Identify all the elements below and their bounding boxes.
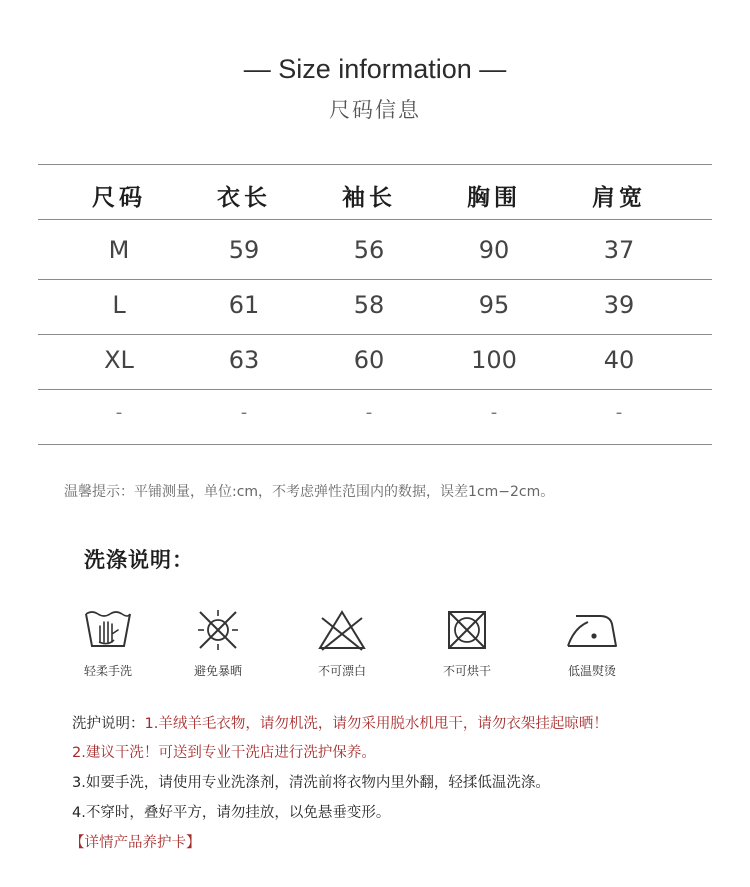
low-iron-icon xyxy=(552,608,632,679)
table-cell: 59 xyxy=(228,236,260,264)
table-cell: 90 xyxy=(478,236,510,264)
table-cell: 40 xyxy=(603,346,635,374)
size-info-title: — Size information — xyxy=(243,54,507,84)
care-line-2: 2.建议干洗！可送到专业干洗店进行洗护保养。 xyxy=(72,745,376,761)
table-cell: XL xyxy=(104,346,134,374)
care-line-1 xyxy=(72,712,608,733)
table-cell: 37 xyxy=(603,236,635,264)
washing-title: 洗涤说明： xyxy=(84,548,194,572)
icon-label: 避免暴晒 xyxy=(193,664,242,678)
table-cell: - xyxy=(490,402,498,423)
table-rule xyxy=(38,444,712,445)
no-bleach-icon xyxy=(302,608,382,679)
column-header-shoulder: 肩宽 xyxy=(592,185,646,211)
column-header-length: 衣长 xyxy=(217,185,271,211)
table-cell: - xyxy=(115,402,123,423)
no-tumble-dry-icon xyxy=(427,608,507,679)
column-header-size: 尺码 xyxy=(92,185,146,211)
table-rule xyxy=(38,219,712,220)
table-rule xyxy=(38,334,712,335)
care-line-4: 4.不穿时，叠好平方，请勿挂放，以免悬垂变形。 xyxy=(72,805,391,821)
icon-label: 轻柔手洗 xyxy=(83,664,132,678)
care-line-3: 3.如要手洗，请使用专业洗涤剂，清洗前将衣物内里外翻，轻揉低温洗涤。 xyxy=(72,775,550,791)
icon-label: 不可漂白 xyxy=(317,664,366,678)
hand-wash-icon xyxy=(68,608,148,679)
table-cell: 95 xyxy=(478,291,510,319)
table-rule xyxy=(38,279,712,280)
table-rule xyxy=(38,164,712,165)
table-cell: - xyxy=(615,402,623,423)
table-cell: 63 xyxy=(228,346,260,374)
care-text-1: 1.羊绒羊毛衣物，请勿机洗，请勿采用脱水机甩干，请勿衣架挂起晾晒！ xyxy=(144,716,608,732)
table-cell: 39 xyxy=(603,291,635,319)
table-cell: 58 xyxy=(353,291,385,319)
table-cell: 60 xyxy=(353,346,385,374)
size-info-subtitle: 尺码信息 xyxy=(329,98,421,122)
table-cell: - xyxy=(365,402,373,423)
no-sun-icon xyxy=(178,608,258,679)
column-header-bust: 胸围 xyxy=(467,185,521,211)
column-header-sleeve: 袖长 xyxy=(342,185,396,211)
measurement-note: 温馨提示：平铺测量，单位:cm，不考虑弹性范围内的数据，误差1cm−2cm。 xyxy=(64,484,555,500)
table-cell: 61 xyxy=(228,291,260,319)
table-cell: 56 xyxy=(353,236,385,264)
table-cell: 100 xyxy=(471,346,517,374)
icon-label: 不可烘干 xyxy=(442,664,491,678)
icon-label: 低温熨烫 xyxy=(567,664,616,678)
table-cell: L xyxy=(112,291,126,319)
table-rule xyxy=(38,389,712,390)
table-cell: M xyxy=(108,236,130,264)
care-prefix: 洗护说明： xyxy=(72,716,145,732)
table-cell: - xyxy=(240,402,248,423)
care-card-link[interactable]: 【详情产品养护卡】 xyxy=(70,835,201,851)
